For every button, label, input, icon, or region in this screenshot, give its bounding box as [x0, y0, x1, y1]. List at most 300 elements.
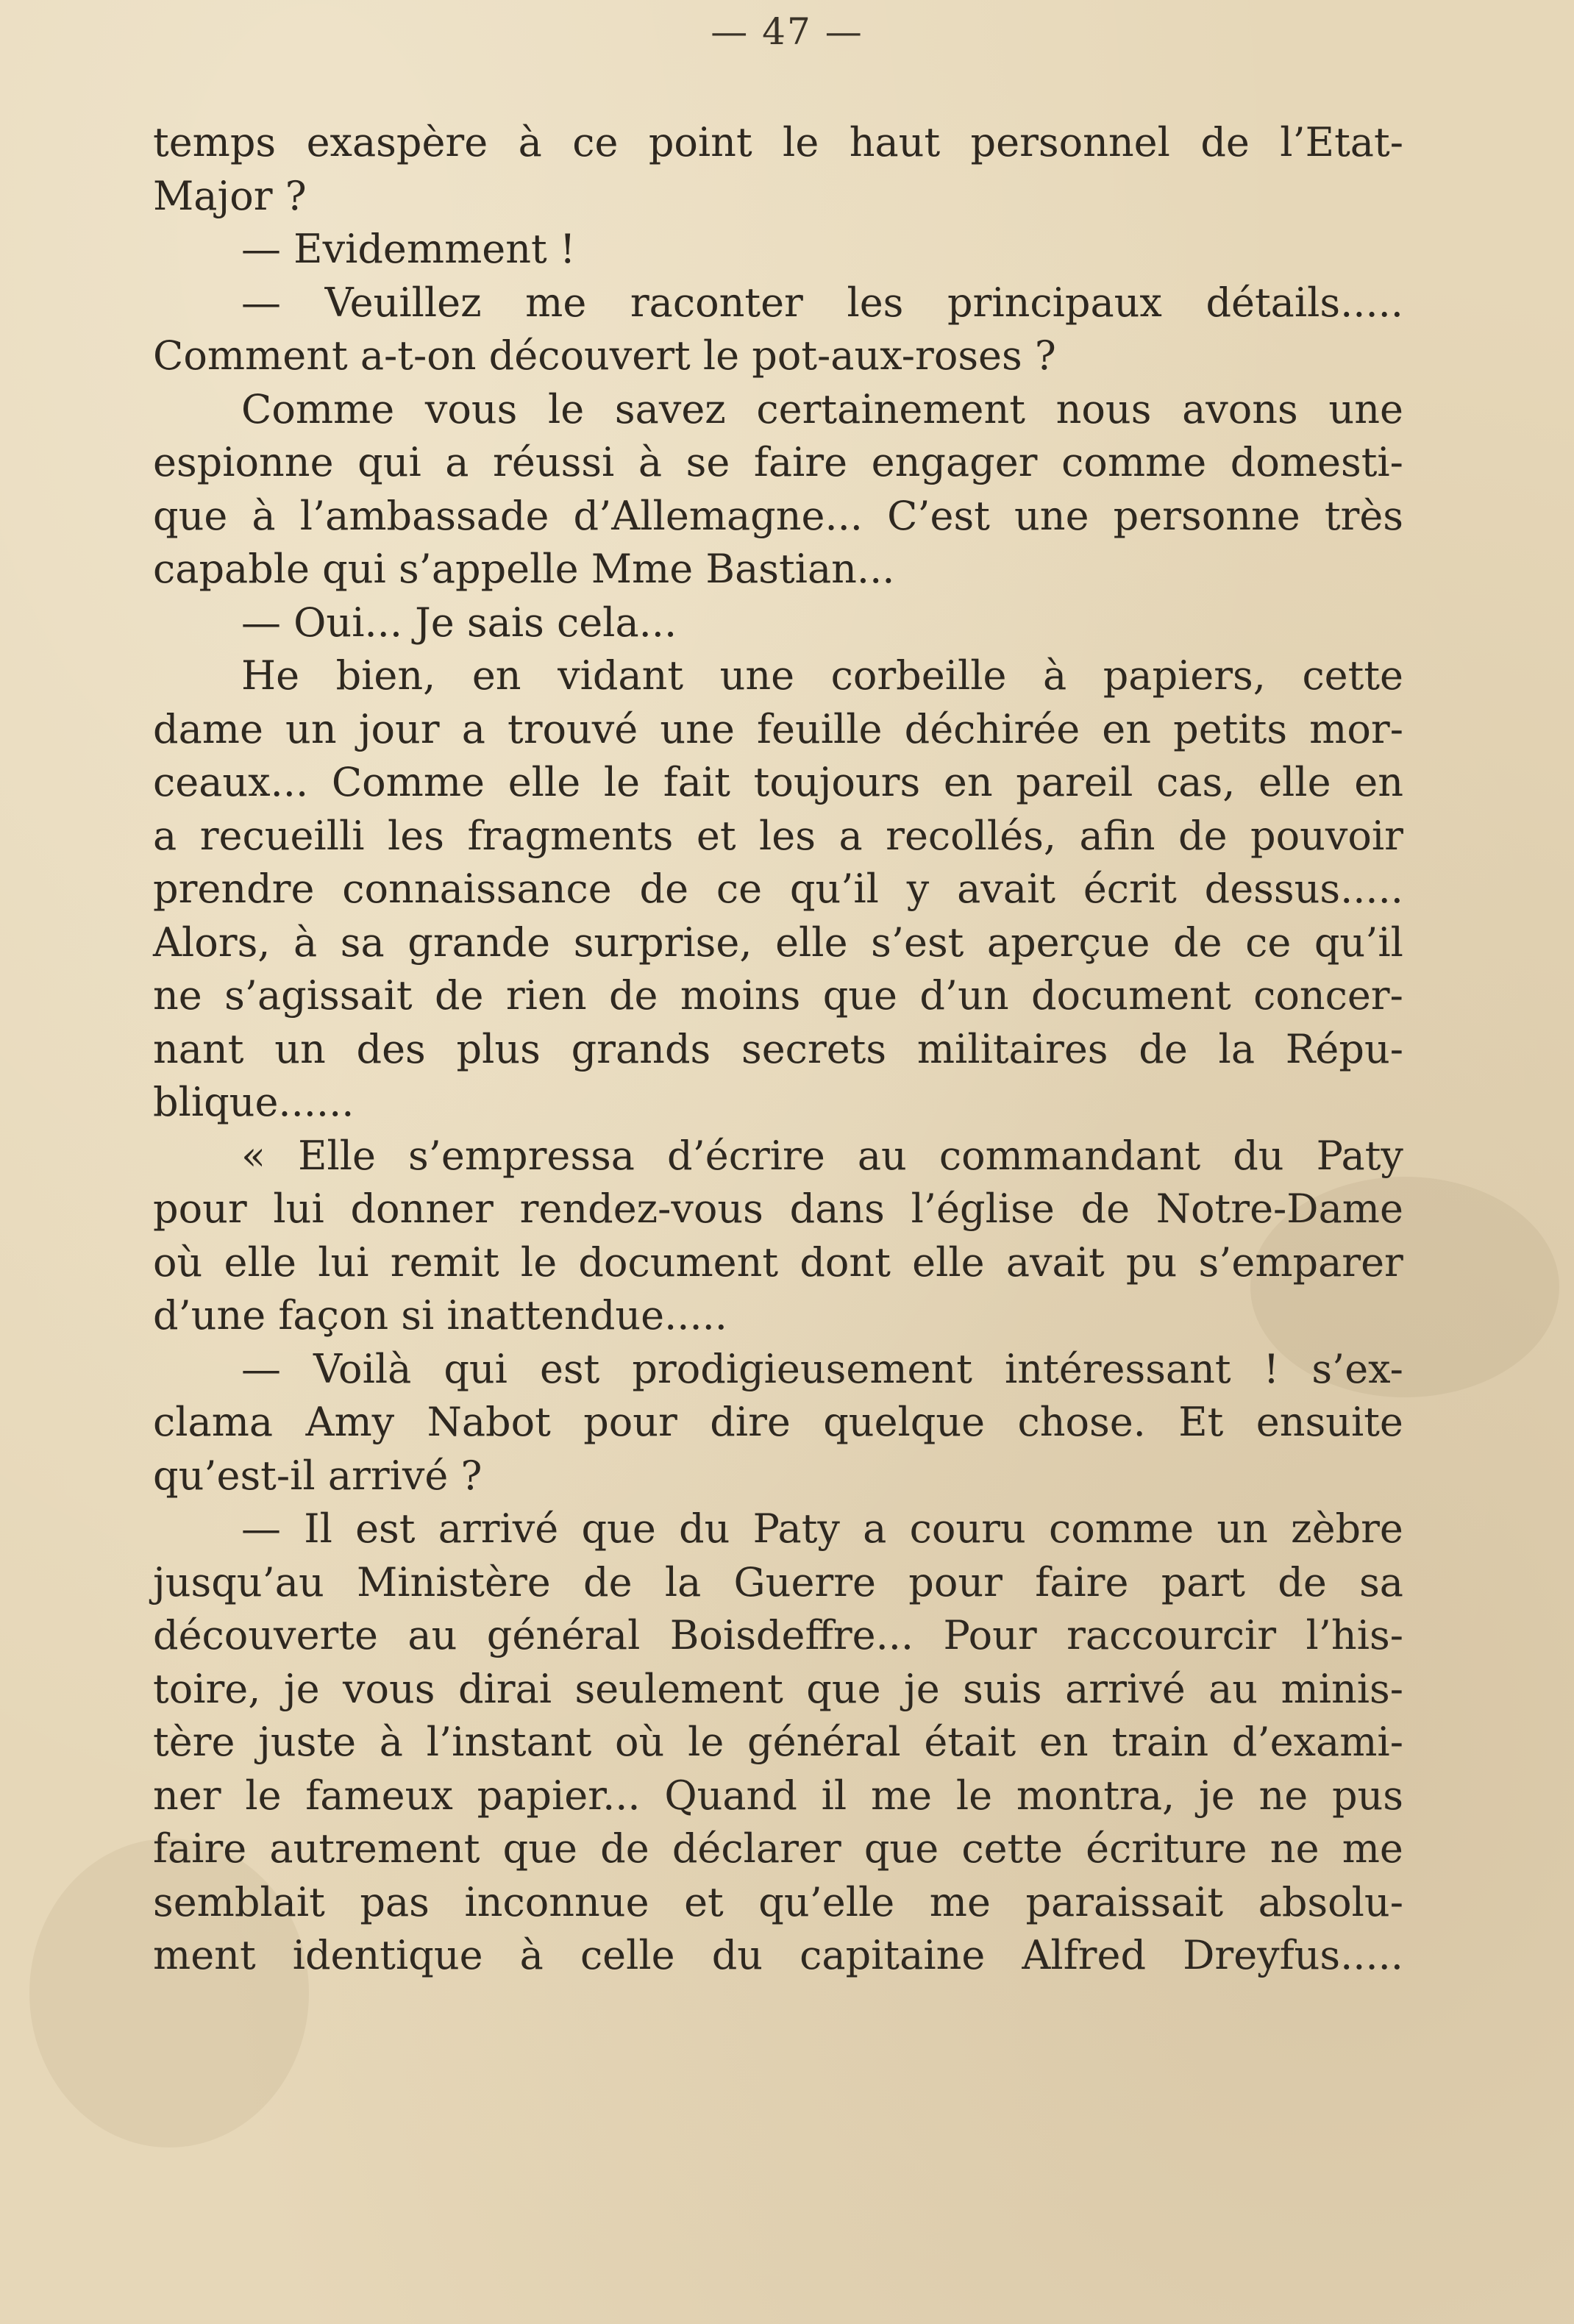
word: ne: [153, 972, 202, 1019]
word: zèbre: [1291, 1505, 1403, 1552]
text-line: [153, 170, 1403, 224]
word: une: [1014, 492, 1089, 539]
word: vidant: [558, 652, 684, 699]
word: à: [293, 919, 318, 966]
text-line: [153, 703, 1403, 757]
word: Ministère: [356, 1558, 551, 1605]
word: vous: [424, 385, 518, 432]
body-text: [153, 116, 1403, 1983]
word: Alfred: [1022, 1932, 1147, 1978]
word: identique: [292, 1932, 483, 1978]
text-line: [153, 1076, 1403, 1130]
word: jour: [358, 705, 440, 752]
word: le: [688, 1719, 724, 1765]
word: écrit: [1083, 866, 1177, 912]
word: en: [943, 759, 993, 805]
word: s’agissait: [224, 972, 413, 1019]
word: celle: [580, 1932, 675, 1978]
word: corbeille: [830, 652, 1007, 699]
word: de: [1139, 1025, 1188, 1072]
word: qui: [357, 439, 421, 485]
word: juste: [258, 1719, 357, 1765]
word: mor-: [1309, 705, 1403, 752]
word: s’est: [871, 919, 964, 966]
word: document: [578, 1238, 779, 1286]
word: le: [520, 1238, 558, 1286]
line-text: — Evidemment !: [241, 226, 576, 272]
word: toire,: [153, 1665, 261, 1712]
line-text: d’une façon si inattendue.....: [153, 1292, 727, 1339]
word: nant: [153, 1025, 244, 1072]
word: Amy: [305, 1399, 395, 1445]
word: elle: [508, 759, 581, 805]
word: grands: [571, 1025, 711, 1072]
word: moins: [680, 972, 801, 1019]
word: papier...: [477, 1772, 641, 1819]
text-line: [153, 1130, 1403, 1183]
word: au: [857, 1132, 907, 1179]
text-line: [153, 223, 1403, 277]
word: concer-: [1253, 972, 1403, 1019]
word: que: [822, 972, 897, 1019]
text-line: [153, 1503, 1403, 1556]
word: Paty: [1316, 1132, 1403, 1179]
word: et: [684, 1878, 724, 1925]
word: montra,: [1016, 1772, 1175, 1819]
word: semblait: [153, 1878, 325, 1925]
word: le: [955, 1772, 993, 1819]
word: est: [355, 1505, 416, 1552]
word: ne: [1258, 1772, 1308, 1819]
word: pour: [153, 1186, 247, 1232]
word: pus: [1331, 1772, 1403, 1819]
word: rendez-vous: [519, 1186, 763, 1232]
line-text: Comment a-t-on découvert le pot-aux-roses ?: [153, 332, 1056, 379]
word: exaspère: [306, 119, 488, 165]
word: lui: [273, 1186, 324, 1232]
text-line: [153, 1023, 1403, 1077]
word: a: [863, 1505, 887, 1552]
word: militaires: [916, 1025, 1108, 1072]
word: a: [153, 812, 177, 859]
word: dirai: [457, 1665, 552, 1712]
word: elle: [1258, 759, 1331, 805]
text-line: [153, 969, 1403, 1023]
line-text: Major ?: [153, 172, 307, 219]
word: avons: [1182, 385, 1298, 432]
word: ensuite: [1256, 1399, 1403, 1445]
word: me: [870, 1772, 933, 1819]
word: ceaux...: [153, 759, 309, 805]
word: que: [581, 1505, 656, 1552]
word: de: [1080, 1186, 1130, 1232]
text-line: [153, 649, 1403, 703]
text-line: [153, 1929, 1403, 1983]
word: comme: [1048, 1505, 1194, 1552]
word: général: [747, 1719, 901, 1765]
word: dans: [789, 1186, 885, 1232]
word: couru: [909, 1505, 1026, 1552]
word: Comme: [241, 385, 395, 432]
text-line: [153, 329, 1403, 383]
word: où: [615, 1719, 665, 1765]
word: petits: [1173, 705, 1288, 752]
word: en: [1039, 1719, 1089, 1765]
word: He: [241, 652, 300, 699]
word: il: [821, 1772, 847, 1819]
word: dont: [800, 1238, 891, 1286]
text-line: [153, 1769, 1403, 1823]
word: autrement: [269, 1825, 480, 1872]
word: train: [1111, 1719, 1209, 1765]
word: lui: [318, 1238, 369, 1286]
word: à: [252, 492, 276, 539]
word: temps: [153, 119, 277, 165]
text-line: [153, 436, 1403, 490]
text-line: [153, 1183, 1403, 1236]
word: où: [153, 1238, 203, 1286]
word: déclarer: [672, 1825, 841, 1872]
word: afin: [1079, 812, 1155, 859]
word: les: [388, 812, 444, 859]
word: secrets: [741, 1025, 887, 1072]
text-line: [153, 1343, 1403, 1397]
word: plus: [456, 1025, 541, 1072]
text-line: [153, 1876, 1403, 1930]
word: très: [1324, 492, 1403, 539]
word: les: [847, 279, 904, 326]
word: ce: [572, 119, 619, 165]
word: savez: [614, 385, 726, 432]
word: du: [711, 1932, 763, 1978]
word: cas,: [1156, 759, 1236, 805]
word: pu: [1125, 1238, 1178, 1286]
word: dessus.....: [1204, 866, 1403, 912]
word: papiers,: [1103, 652, 1266, 699]
word: que: [863, 1825, 939, 1872]
word: que: [502, 1825, 577, 1872]
word: Il: [304, 1505, 332, 1552]
word: connaissance: [342, 866, 612, 912]
word: point: [648, 119, 752, 165]
word: Comme: [331, 759, 485, 805]
word: Répu-: [1285, 1025, 1403, 1072]
text-line: [153, 1450, 1403, 1503]
word: quelque: [823, 1399, 986, 1445]
text-line: [153, 756, 1403, 810]
word: avait: [1005, 1238, 1105, 1286]
word: paraissait: [1025, 1878, 1224, 1925]
word: —: [241, 1345, 281, 1392]
word: cette: [961, 1825, 1063, 1872]
word: —: [241, 279, 281, 326]
word: de: [639, 866, 689, 912]
word: principaux: [947, 279, 1162, 326]
word: intéressant: [1005, 1345, 1231, 1392]
word: écriture: [1086, 1825, 1247, 1872]
word: certainement: [756, 385, 1025, 432]
text-line: [153, 1663, 1403, 1717]
word: engager: [871, 439, 1038, 485]
word: de: [1173, 919, 1222, 966]
word: s’empressa: [408, 1132, 635, 1179]
word: Guerre: [733, 1558, 877, 1605]
word: domesti-: [1230, 439, 1403, 485]
word: jusqu’au: [153, 1558, 324, 1605]
word: au: [407, 1612, 457, 1658]
word: découverte: [153, 1612, 378, 1658]
word: était: [924, 1719, 1016, 1765]
word: ce: [716, 866, 763, 912]
word: C’est: [887, 492, 990, 539]
word: grande: [407, 919, 551, 966]
word: de: [434, 972, 484, 1019]
word: la: [1218, 1025, 1256, 1072]
word: le: [783, 119, 819, 165]
word: se: [685, 439, 730, 485]
word: a: [838, 812, 863, 859]
word: recueilli: [199, 812, 365, 859]
word: avait: [957, 866, 1055, 912]
word: détails.....: [1206, 279, 1403, 326]
word: personne: [1113, 492, 1300, 539]
word: Pour: [943, 1612, 1037, 1658]
word: faire: [1035, 1558, 1129, 1605]
word: à: [1042, 652, 1067, 699]
word: Dreyfus.....: [1183, 1932, 1403, 1978]
word: comme: [1061, 439, 1207, 485]
word: l’Etat-: [1280, 119, 1403, 165]
word: un: [285, 705, 337, 752]
word: une: [660, 705, 735, 752]
word: remit: [390, 1238, 499, 1286]
word: toujours: [753, 759, 921, 805]
word: l’ambassade: [299, 492, 549, 539]
word: arrivé: [1065, 1665, 1186, 1712]
word: à: [519, 1932, 544, 1978]
word: déchirée: [904, 705, 1080, 752]
word: fameux: [305, 1772, 453, 1819]
word: raccourcir: [1066, 1612, 1277, 1658]
word: à: [638, 439, 663, 485]
word: prendre: [153, 866, 315, 912]
word: l’église: [911, 1186, 1055, 1232]
text-line: [153, 1822, 1403, 1876]
text-line: [153, 1396, 1403, 1450]
word: ment: [153, 1932, 256, 1978]
word: chose.: [1017, 1399, 1146, 1445]
word: un: [1217, 1505, 1268, 1552]
word: Et: [1178, 1399, 1224, 1445]
word: ce: [1245, 919, 1292, 966]
word: l’instant: [426, 1719, 592, 1765]
word: suis: [963, 1665, 1042, 1712]
word: en: [1354, 759, 1403, 805]
word: !: [1263, 1345, 1280, 1392]
word: de: [1178, 812, 1228, 859]
text-line: [153, 916, 1403, 970]
text-line: [153, 490, 1403, 543]
word: réussi: [493, 439, 615, 485]
word: pouvoir: [1250, 812, 1403, 859]
word: a: [445, 439, 469, 485]
word: le: [245, 1772, 282, 1819]
word: le: [548, 385, 585, 432]
word: seulement: [574, 1665, 783, 1712]
word: document: [1030, 972, 1231, 1019]
word: nous: [1055, 385, 1152, 432]
word: me: [929, 1878, 991, 1925]
word: Quand: [664, 1772, 797, 1819]
page-number: — 47 —: [711, 10, 863, 53]
word: au: [1208, 1665, 1258, 1712]
word: une: [1328, 385, 1403, 432]
word: du: [1233, 1132, 1284, 1179]
word: recollés,: [886, 812, 1057, 859]
word: que: [153, 492, 228, 539]
word: aperçue: [986, 919, 1150, 966]
text-line: [153, 277, 1403, 330]
line-text: — Oui... Je sais cela...: [241, 599, 677, 646]
word: bien,: [335, 652, 436, 699]
word: Veuillez: [324, 279, 482, 326]
word: je: [904, 1665, 940, 1712]
word: Nabot: [427, 1399, 551, 1445]
word: Boisdeffre...: [669, 1612, 914, 1658]
word: je: [1198, 1772, 1235, 1819]
word: le: [603, 759, 641, 805]
word: et: [696, 812, 736, 859]
word: inconnue: [464, 1878, 649, 1925]
word: personnel: [970, 119, 1170, 165]
word: qui: [444, 1345, 508, 1392]
text-line: [153, 810, 1403, 863]
word: part: [1161, 1558, 1245, 1605]
word: feuille: [757, 705, 883, 752]
word: qu’il: [789, 866, 879, 912]
word: du: [679, 1505, 730, 1552]
word: y: [906, 866, 930, 912]
word: elle: [775, 919, 848, 966]
word: tère: [153, 1719, 235, 1765]
text-line: [153, 863, 1403, 916]
word: de: [583, 1558, 633, 1605]
word: de: [608, 972, 658, 1019]
word: pour: [908, 1558, 1003, 1605]
word: pareil: [1016, 759, 1133, 805]
word: faire: [153, 1825, 247, 1872]
word: a: [461, 705, 485, 752]
word: sa: [340, 919, 385, 966]
word: en: [1102, 705, 1152, 752]
word: s’ex-: [1311, 1345, 1403, 1392]
text-line: [153, 383, 1403, 437]
text-line: [153, 116, 1403, 170]
word: l’his-: [1306, 1612, 1403, 1658]
text-line: [153, 1716, 1403, 1769]
word: espionne: [153, 439, 334, 485]
word: général: [486, 1612, 641, 1658]
word: dame: [153, 705, 263, 752]
word: de: [1278, 1558, 1327, 1605]
word: ne: [1269, 1825, 1320, 1872]
word: pour: [583, 1399, 677, 1445]
word: capitaine: [800, 1932, 986, 1978]
word: que: [806, 1665, 881, 1712]
text-line: [153, 1236, 1403, 1290]
word: la: [664, 1558, 702, 1605]
text-line: [153, 596, 1403, 650]
word: ner: [153, 1772, 221, 1819]
word: fait: [663, 759, 730, 805]
word: je: [283, 1665, 320, 1712]
word: un: [274, 1025, 326, 1072]
word: en: [471, 652, 521, 699]
word: s’emparer: [1198, 1238, 1403, 1286]
word: qu’elle: [758, 1878, 895, 1925]
word: minis-: [1281, 1665, 1403, 1712]
word: Notre-Dame: [1155, 1186, 1403, 1232]
word: à: [379, 1719, 403, 1765]
word: Voilà: [313, 1345, 412, 1392]
word: une: [719, 652, 795, 699]
word: trouvé: [508, 705, 638, 752]
word: des: [356, 1025, 426, 1072]
line-text: capable qui s’appelle Mme Bastian...: [153, 546, 895, 592]
word: fragments: [467, 812, 674, 859]
word: cette: [1302, 652, 1403, 699]
word: faire: [753, 439, 848, 485]
line-text: qu’est-il arrivé ?: [153, 1452, 482, 1499]
text-line: [153, 1609, 1403, 1663]
word: sa: [1359, 1558, 1403, 1605]
text-line: [153, 543, 1403, 596]
word: d’exami-: [1231, 1719, 1403, 1765]
word: rien: [505, 972, 587, 1019]
word: les: [759, 812, 816, 859]
word: arrivé: [438, 1505, 559, 1552]
line-text: blique......: [153, 1079, 355, 1125]
word: qu’il: [1314, 919, 1403, 966]
word: clama: [153, 1399, 274, 1445]
word: d’un: [919, 972, 1009, 1019]
word: prodigieusement: [632, 1345, 972, 1392]
word: elle: [224, 1238, 296, 1286]
word: pas: [360, 1878, 430, 1925]
word: est: [539, 1345, 600, 1392]
text-line: [153, 1556, 1403, 1610]
word: Elle: [298, 1132, 376, 1179]
word: de: [1200, 119, 1250, 165]
word: dire: [710, 1399, 791, 1445]
word: surprise,: [573, 919, 752, 966]
word: de: [600, 1825, 649, 1872]
word: absolu-: [1258, 1878, 1403, 1925]
word: me: [1342, 1825, 1403, 1872]
word: commandant: [939, 1132, 1201, 1179]
word: haut: [849, 119, 941, 165]
word: elle: [912, 1238, 985, 1286]
word: raconter: [630, 279, 803, 326]
word: «: [241, 1132, 266, 1179]
word: d’Allemagne...: [573, 492, 863, 539]
word: d’écrire: [667, 1132, 825, 1179]
word: vous: [343, 1665, 435, 1712]
word: me: [525, 279, 587, 326]
word: —: [241, 1505, 281, 1552]
word: donner: [350, 1186, 494, 1232]
word: à: [518, 119, 542, 165]
